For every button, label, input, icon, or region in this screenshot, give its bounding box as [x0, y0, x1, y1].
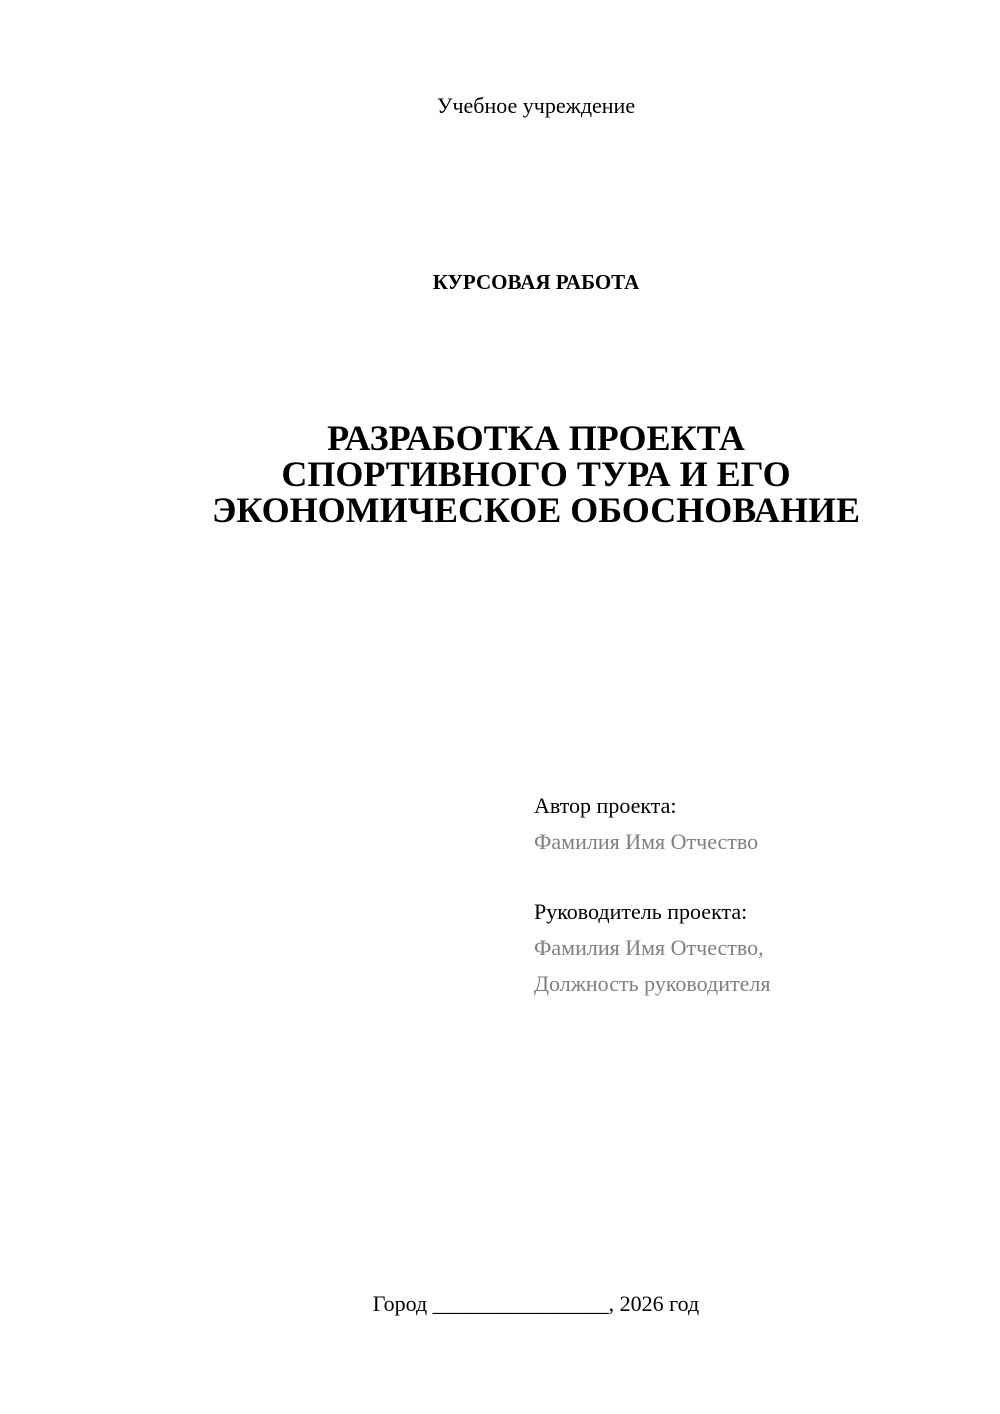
institution-name: Учебное учреждение — [436, 93, 636, 118]
title-line: СПОРТИВНОГО ТУРА И ЕГО — [281, 454, 791, 494]
supervisor-name: Фамилия Имя Отчество, — [534, 935, 764, 960]
city-year-line: Город ________________, 2026 год — [372, 1291, 700, 1316]
author-name: Фамилия Имя Отчество — [534, 829, 759, 854]
supervisor-position: Должность руководителя — [534, 971, 771, 996]
project-credits — [534, 788, 974, 1002]
document-type: КУРСОВАЯ РАБОТА — [432, 270, 640, 294]
supervisor-label: Руководитель проекта: — [534, 899, 748, 924]
title-line: РАЗРАБОТКА ПРОЕКТА — [327, 418, 745, 458]
title-line: ЭКОНОМИЧЕСКОЕ ОБОСНОВАНИЕ — [211, 490, 861, 530]
author-label: Автор проекта: — [534, 793, 677, 818]
credits-spacer — [534, 860, 974, 894]
document-title — [0, 420, 1000, 528]
